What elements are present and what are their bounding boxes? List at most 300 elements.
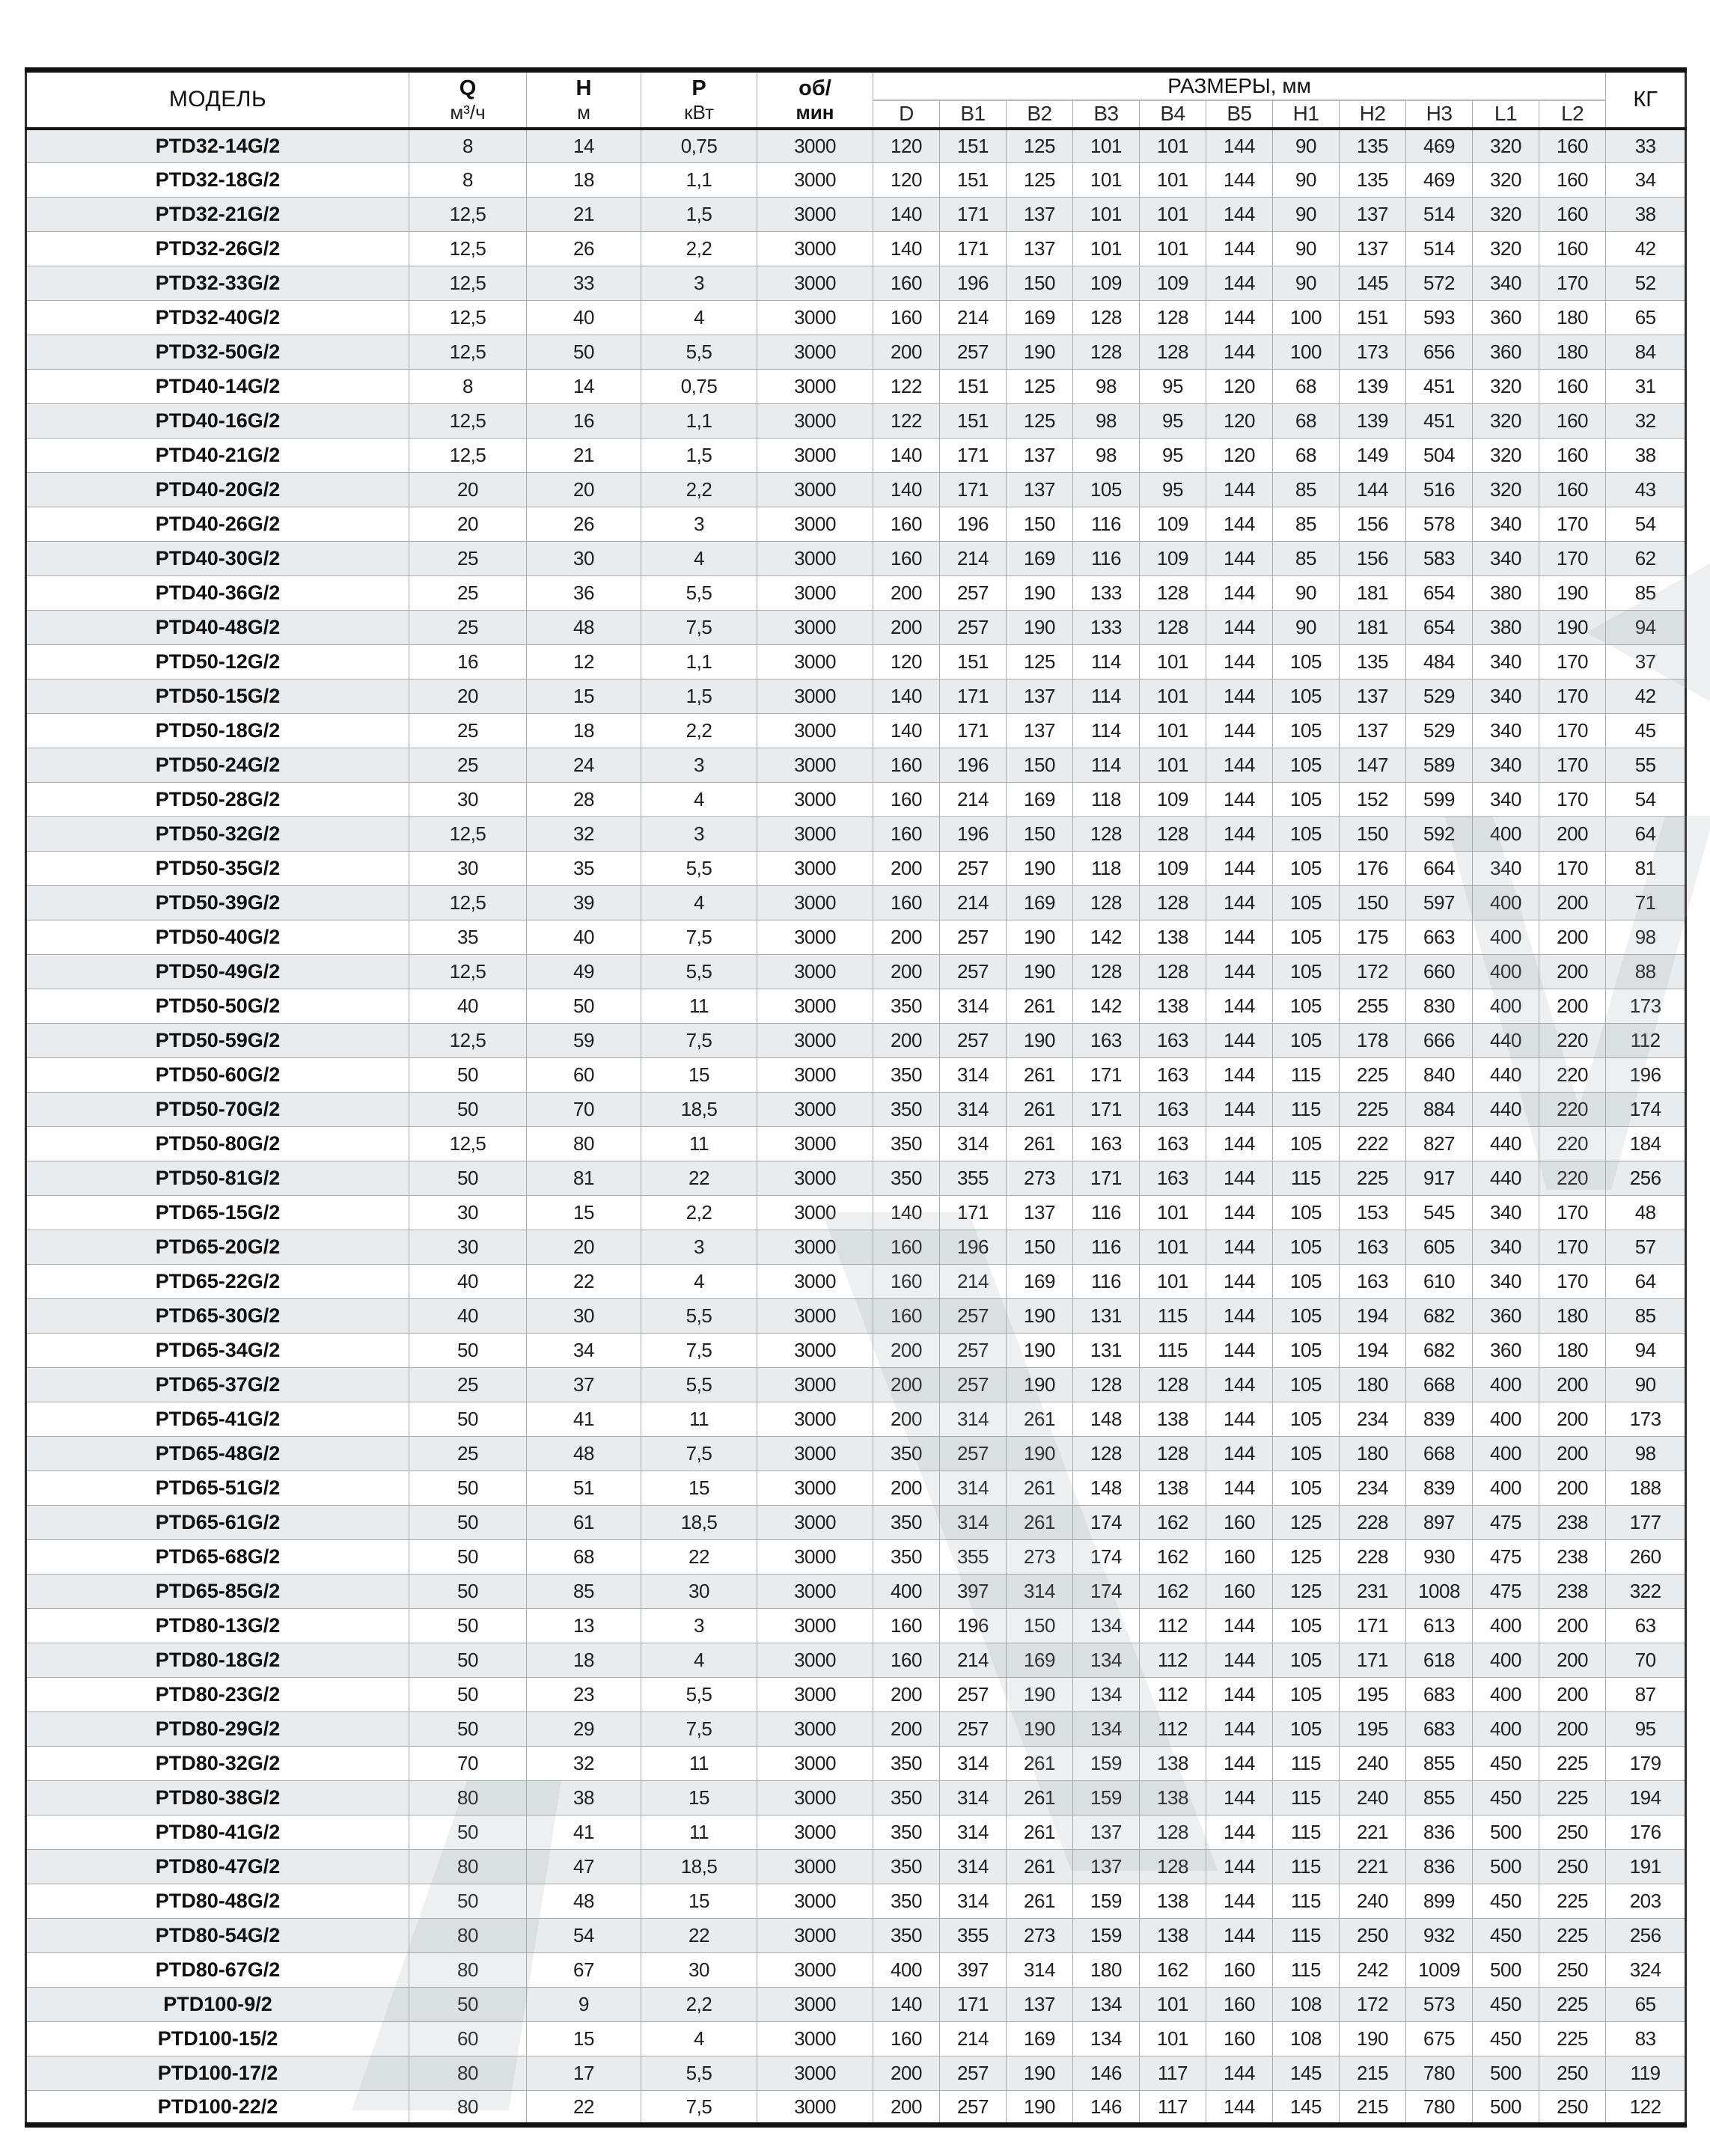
value-cell: 504: [1406, 439, 1473, 473]
value-cell: 200: [873, 920, 940, 955]
value-cell: 150: [1340, 817, 1406, 852]
value-cell: 180: [1539, 301, 1606, 335]
value-cell: 196: [940, 1230, 1007, 1265]
value-cell: 101: [1140, 1230, 1206, 1265]
value-cell: 144: [1206, 2091, 1273, 2125]
value-cell: 400: [1473, 1402, 1539, 1437]
model-cell: PTD50-35G/2: [26, 852, 409, 886]
value-cell: 128: [1140, 576, 1206, 611]
value-cell: 5,5: [641, 576, 757, 611]
value-cell: 171: [940, 473, 1007, 507]
value-cell: 67: [527, 1953, 641, 1988]
model-cell: PTD50-12G/2: [26, 645, 409, 680]
value-cell: 144: [1206, 817, 1273, 852]
value-cell: 38: [1606, 198, 1686, 232]
value-cell: 144: [1206, 1024, 1273, 1058]
value-cell: 3000: [757, 748, 873, 783]
value-cell: 4: [641, 301, 757, 335]
value-cell: 3000: [757, 852, 873, 886]
value-cell: 839: [1406, 1471, 1473, 1506]
value-cell: 314: [1007, 1953, 1073, 1988]
value-cell: 101: [1073, 198, 1140, 232]
value-cell: 125: [1273, 1540, 1340, 1575]
value-cell: 137: [1007, 439, 1073, 473]
value-cell: 257: [940, 955, 1007, 989]
value-cell: 11: [641, 1402, 757, 1437]
value-cell: 214: [940, 1265, 1007, 1299]
value-cell: 397: [940, 1575, 1007, 1609]
value-cell: 16: [409, 645, 527, 680]
value-cell: 3000: [757, 507, 873, 542]
value-cell: 116: [1073, 542, 1140, 576]
value-cell: 101: [1140, 163, 1206, 198]
value-cell: 350: [873, 1058, 940, 1093]
table-row: [26, 817, 1686, 852]
value-cell: 200: [873, 1471, 940, 1506]
value-cell: 169: [1007, 886, 1073, 920]
value-cell: 180: [1539, 1299, 1606, 1334]
value-cell: 30: [409, 1196, 527, 1230]
value-cell: 128: [1073, 1437, 1140, 1471]
value-cell: 160: [873, 817, 940, 852]
model-cell: PTD50-39G/2: [26, 886, 409, 920]
value-cell: 170: [1539, 714, 1606, 748]
value-cell: 3000: [757, 886, 873, 920]
value-cell: 855: [1406, 1781, 1473, 1816]
value-cell: 153: [1340, 1196, 1406, 1230]
value-cell: 3000: [757, 232, 873, 266]
value-cell: 101: [1073, 129, 1140, 163]
value-cell: 48: [1606, 1196, 1686, 1230]
value-cell: 38: [1606, 439, 1686, 473]
value-cell: 176: [1606, 1816, 1686, 1850]
value-cell: 13: [527, 1609, 641, 1643]
value-cell: 115: [1273, 1816, 1340, 1850]
value-cell: 195: [1340, 1712, 1406, 1747]
model-cell: PTD32-26G/2: [26, 232, 409, 266]
value-cell: 200: [873, 1024, 940, 1058]
value-cell: 225: [1340, 1093, 1406, 1127]
value-cell: 36: [527, 576, 641, 611]
value-cell: 105: [1273, 1712, 1340, 1747]
value-cell: 200: [873, 1334, 940, 1368]
value-cell: 144: [1206, 920, 1273, 955]
value-cell: 105: [1273, 1334, 1340, 1368]
value-cell: 70: [409, 1747, 527, 1781]
value-cell: 144: [1206, 507, 1273, 542]
value-cell: 105: [1273, 817, 1340, 852]
value-cell: 163: [1340, 1230, 1406, 1265]
value-cell: 5,5: [641, 335, 757, 370]
value-cell: 80: [409, 1850, 527, 1884]
value-cell: 171: [1340, 1609, 1406, 1643]
value-cell: 12,5: [409, 266, 527, 301]
value-cell: 144: [1206, 1196, 1273, 1230]
value-cell: 101: [1140, 680, 1206, 714]
value-cell: 23: [527, 1678, 641, 1712]
value-cell: 42: [1606, 680, 1686, 714]
value-cell: 144: [1206, 1230, 1273, 1265]
value-cell: 360: [1473, 1334, 1539, 1368]
value-cell: 41: [527, 1402, 641, 1437]
value-cell: 228: [1340, 1506, 1406, 1540]
value-cell: 84: [1606, 335, 1686, 370]
value-cell: 68: [527, 1540, 641, 1575]
value-cell: 169: [1007, 783, 1073, 817]
table-row: [26, 1334, 1686, 1368]
value-cell: 314: [940, 1402, 1007, 1437]
value-cell: 38: [527, 1781, 641, 1816]
value-cell: 172: [1340, 1988, 1406, 2022]
value-cell: 163: [1140, 1024, 1206, 1058]
value-cell: 529: [1406, 714, 1473, 748]
table-row: [26, 439, 1686, 473]
value-cell: 125: [1007, 645, 1073, 680]
value-cell: 144: [1206, 1368, 1273, 1402]
value-cell: 360: [1473, 335, 1539, 370]
value-cell: 170: [1539, 1196, 1606, 1230]
value-cell: 137: [1073, 1850, 1140, 1884]
table-row: [26, 163, 1686, 198]
value-cell: 142: [1073, 989, 1140, 1024]
value-cell: 105: [1273, 955, 1340, 989]
model-cell: PTD80-32G/2: [26, 1747, 409, 1781]
value-cell: 3: [641, 507, 757, 542]
value-cell: 144: [1206, 1437, 1273, 1471]
pump-spec-table: [25, 67, 1687, 2128]
value-cell: 60: [527, 1058, 641, 1093]
value-cell: 145: [1273, 2091, 1340, 2125]
rpm-line2: мин: [796, 101, 834, 124]
value-cell: 160: [873, 266, 940, 301]
table-row: [26, 1575, 1686, 1609]
value-cell: 314: [940, 1816, 1007, 1850]
value-cell: 830: [1406, 989, 1473, 1024]
table-row: [26, 852, 1686, 886]
value-cell: 664: [1406, 852, 1473, 886]
value-cell: 18: [527, 163, 641, 198]
value-cell: 105: [1273, 1609, 1340, 1643]
model-cell: PTD40-21G/2: [26, 439, 409, 473]
value-cell: 350: [873, 1816, 940, 1850]
value-cell: 54: [1606, 783, 1686, 817]
value-cell: 450: [1473, 1884, 1539, 1919]
value-cell: 151: [940, 163, 1007, 198]
value-cell: 39: [527, 886, 641, 920]
value-cell: 50: [409, 1540, 527, 1575]
value-cell: 120: [1206, 370, 1273, 404]
value-cell: 95: [1140, 404, 1206, 439]
value-cell: 173: [1606, 1402, 1686, 1437]
value-cell: 144: [1206, 714, 1273, 748]
model-cell: PTD40-30G/2: [26, 542, 409, 576]
value-cell: 15: [527, 1196, 641, 1230]
value-cell: 139: [1340, 370, 1406, 404]
value-cell: 112: [1140, 1643, 1206, 1678]
value-cell: 137: [1007, 198, 1073, 232]
value-cell: 355: [940, 1161, 1007, 1196]
value-cell: 440: [1473, 1093, 1539, 1127]
value-cell: 11: [641, 1816, 757, 1850]
value-cell: 11: [641, 1747, 757, 1781]
value-cell: 50: [409, 1402, 527, 1437]
value-cell: 314: [940, 1127, 1007, 1161]
value-cell: 16: [527, 404, 641, 439]
value-cell: 190: [1007, 335, 1073, 370]
value-cell: 131: [1073, 1299, 1140, 1334]
value-cell: 31: [1606, 370, 1686, 404]
value-cell: 105: [1273, 1024, 1340, 1058]
value-cell: 250: [1539, 1953, 1606, 1988]
value-cell: 144: [1206, 1884, 1273, 1919]
value-cell: 133: [1073, 611, 1140, 645]
value-cell: 0,75: [641, 370, 757, 404]
value-cell: 3000: [757, 1402, 873, 1437]
value-cell: 144: [1340, 473, 1406, 507]
value-cell: 159: [1073, 1781, 1140, 1816]
value-cell: 64: [1606, 817, 1686, 852]
value-cell: 184: [1606, 1127, 1686, 1161]
value-cell: 177: [1606, 1506, 1686, 1540]
value-cell: 257: [940, 1024, 1007, 1058]
value-cell: 196: [940, 1609, 1007, 1643]
model-cell: PTD80-23G/2: [26, 1678, 409, 1712]
value-cell: 180: [1340, 1437, 1406, 1471]
value-cell: 190: [1539, 611, 1606, 645]
value-cell: 20: [409, 473, 527, 507]
value-cell: 190: [1007, 1368, 1073, 1402]
table-row: [26, 1402, 1686, 1437]
value-cell: 25: [409, 748, 527, 783]
value-cell: 238: [1539, 1575, 1606, 1609]
value-cell: 101: [1140, 198, 1206, 232]
value-cell: 196: [940, 507, 1007, 542]
value-cell: 355: [940, 1540, 1007, 1575]
value-cell: 51: [527, 1471, 641, 1506]
value-cell: 30: [641, 1953, 757, 1988]
table-row: [26, 1747, 1686, 1781]
value-cell: 257: [940, 576, 1007, 611]
model-cell: PTD65-30G/2: [26, 1299, 409, 1334]
table-row: [26, 645, 1686, 680]
value-cell: 150: [1007, 266, 1073, 301]
value-cell: 350: [873, 1161, 940, 1196]
value-cell: 884: [1406, 1093, 1473, 1127]
value-cell: 101: [1140, 232, 1206, 266]
value-cell: 125: [1007, 163, 1073, 198]
value-cell: 144: [1206, 198, 1273, 232]
value-cell: 22: [641, 1919, 757, 1953]
value-cell: 225: [1539, 1884, 1606, 1919]
dim-col-header-h1: H1: [1273, 100, 1340, 129]
model-cell: PTD80-41G/2: [26, 1816, 409, 1850]
value-cell: 220: [1539, 1161, 1606, 1196]
value-cell: 234: [1340, 1471, 1406, 1506]
value-cell: 171: [940, 1196, 1007, 1230]
value-cell: 320: [1473, 439, 1539, 473]
table-row: [26, 611, 1686, 645]
value-cell: 220: [1539, 1127, 1606, 1161]
value-cell: 160: [873, 301, 940, 335]
value-cell: 105: [1273, 1471, 1340, 1506]
value-cell: 162: [1140, 1575, 1206, 1609]
value-cell: 3000: [757, 645, 873, 680]
value-cell: 5,5: [641, 852, 757, 886]
value-cell: 314: [940, 1747, 1007, 1781]
value-cell: 109: [1140, 507, 1206, 542]
value-cell: 105: [1273, 989, 1340, 1024]
value-cell: 64: [1606, 1265, 1686, 1299]
value-cell: 117: [1140, 2091, 1206, 2125]
value-cell: 261: [1007, 1127, 1073, 1161]
value-cell: 170: [1539, 852, 1606, 886]
value-cell: 33: [1606, 129, 1686, 163]
value-cell: 2,2: [641, 714, 757, 748]
value-cell: 150: [1007, 748, 1073, 783]
value-cell: 400: [1473, 817, 1539, 852]
value-cell: 222: [1340, 1127, 1406, 1161]
value-cell: 618: [1406, 1643, 1473, 1678]
value-cell: 3000: [757, 1850, 873, 1884]
value-cell: 128: [1140, 1437, 1206, 1471]
value-cell: 8: [409, 370, 527, 404]
value-cell: 194: [1340, 1299, 1406, 1334]
value-cell: 340: [1473, 1230, 1539, 1265]
value-cell: 125: [1007, 129, 1073, 163]
value-cell: 514: [1406, 198, 1473, 232]
value-cell: 90: [1273, 611, 1340, 645]
value-cell: 172: [1340, 955, 1406, 989]
table-row: [26, 783, 1686, 817]
value-cell: 94: [1606, 611, 1686, 645]
value-cell: 380: [1473, 611, 1539, 645]
value-cell: 225: [1539, 1781, 1606, 1816]
value-cell: 250: [1539, 2056, 1606, 2091]
value-cell: 171: [1073, 1161, 1140, 1196]
dim-col-header-d: D: [873, 100, 940, 129]
value-cell: 52: [1606, 266, 1686, 301]
value-cell: 400: [1473, 1678, 1539, 1712]
value-cell: 200: [873, 852, 940, 886]
value-cell: 101: [1140, 714, 1206, 748]
value-cell: 451: [1406, 370, 1473, 404]
model-cell: PTD80-38G/2: [26, 1781, 409, 1816]
value-cell: 257: [940, 611, 1007, 645]
value-cell: 112: [1140, 1609, 1206, 1643]
value-cell: 516: [1406, 473, 1473, 507]
table-row: [26, 1093, 1686, 1127]
table-row: [26, 2056, 1686, 2091]
value-cell: 128: [1140, 955, 1206, 989]
value-cell: 138: [1140, 1747, 1206, 1781]
value-cell: 116: [1073, 1196, 1140, 1230]
value-cell: 144: [1206, 1471, 1273, 1506]
p-unit: кВт: [684, 101, 714, 124]
value-cell: 273: [1007, 1919, 1073, 1953]
value-cell: 160: [1206, 1953, 1273, 1988]
value-cell: 12,5: [409, 335, 527, 370]
dim-col-header-b5: B5: [1206, 100, 1273, 129]
value-cell: 138: [1140, 1884, 1206, 1919]
value-cell: 115: [1273, 1161, 1340, 1196]
table-row: [26, 1850, 1686, 1884]
value-cell: 144: [1206, 989, 1273, 1024]
value-cell: 4: [641, 542, 757, 576]
value-cell: 225: [1539, 1988, 1606, 2022]
value-cell: 3: [641, 748, 757, 783]
value-cell: 48: [527, 1437, 641, 1471]
value-cell: 200: [1539, 989, 1606, 1024]
value-cell: 128: [1140, 1368, 1206, 1402]
model-cell: PTD50-18G/2: [26, 714, 409, 748]
value-cell: 314: [940, 1471, 1007, 1506]
value-cell: 160: [1539, 439, 1606, 473]
value-cell: 190: [1007, 955, 1073, 989]
table-row: [26, 1058, 1686, 1093]
value-cell: 116: [1073, 1265, 1140, 1299]
value-cell: 840: [1406, 1058, 1473, 1093]
value-cell: 80: [409, 1953, 527, 1988]
value-cell: 50: [409, 1609, 527, 1643]
value-cell: 101: [1140, 1196, 1206, 1230]
value-cell: 340: [1473, 783, 1539, 817]
value-cell: 1008: [1406, 1575, 1473, 1609]
value-cell: 320: [1473, 370, 1539, 404]
value-cell: 160: [873, 2022, 940, 2056]
value-cell: 32: [1606, 404, 1686, 439]
value-cell: 50: [409, 1678, 527, 1712]
value-cell: 137: [1007, 680, 1073, 714]
value-cell: 3000: [757, 714, 873, 748]
value-cell: 144: [1206, 1781, 1273, 1816]
value-cell: 180: [1073, 1953, 1140, 1988]
value-cell: 683: [1406, 1678, 1473, 1712]
value-cell: 33: [527, 266, 641, 301]
value-cell: 21: [527, 439, 641, 473]
value-cell: 261: [1007, 1850, 1073, 1884]
value-cell: 3000: [757, 1781, 873, 1816]
value-cell: 5,5: [641, 955, 757, 989]
value-cell: 101: [1140, 129, 1206, 163]
col-header-p: [641, 70, 757, 129]
value-cell: 899: [1406, 1884, 1473, 1919]
value-cell: 160: [1206, 1988, 1273, 2022]
value-cell: 400: [873, 1953, 940, 1988]
value-cell: 139: [1340, 404, 1406, 439]
table-row: [26, 2022, 1686, 2056]
model-cell: PTD80-18G/2: [26, 1643, 409, 1678]
value-cell: 196: [940, 266, 1007, 301]
model-cell: PTD65-20G/2: [26, 1230, 409, 1265]
value-cell: 114: [1073, 714, 1140, 748]
value-cell: 80: [409, 1919, 527, 1953]
value-cell: 256: [1606, 1161, 1686, 1196]
value-cell: 839: [1406, 1402, 1473, 1437]
value-cell: 3000: [757, 611, 873, 645]
value-cell: 160: [1539, 370, 1606, 404]
value-cell: 190: [1007, 1678, 1073, 1712]
value-cell: 273: [1007, 1540, 1073, 1575]
value-cell: 90: [1273, 232, 1340, 266]
value-cell: 90: [1273, 576, 1340, 611]
value-cell: 3000: [757, 1953, 873, 1988]
table-row: [26, 1161, 1686, 1196]
value-cell: 115: [1273, 1953, 1340, 1988]
value-cell: 682: [1406, 1334, 1473, 1368]
value-cell: 257: [940, 1678, 1007, 1712]
value-cell: 180: [1539, 1334, 1606, 1368]
value-cell: 112: [1140, 1712, 1206, 1747]
